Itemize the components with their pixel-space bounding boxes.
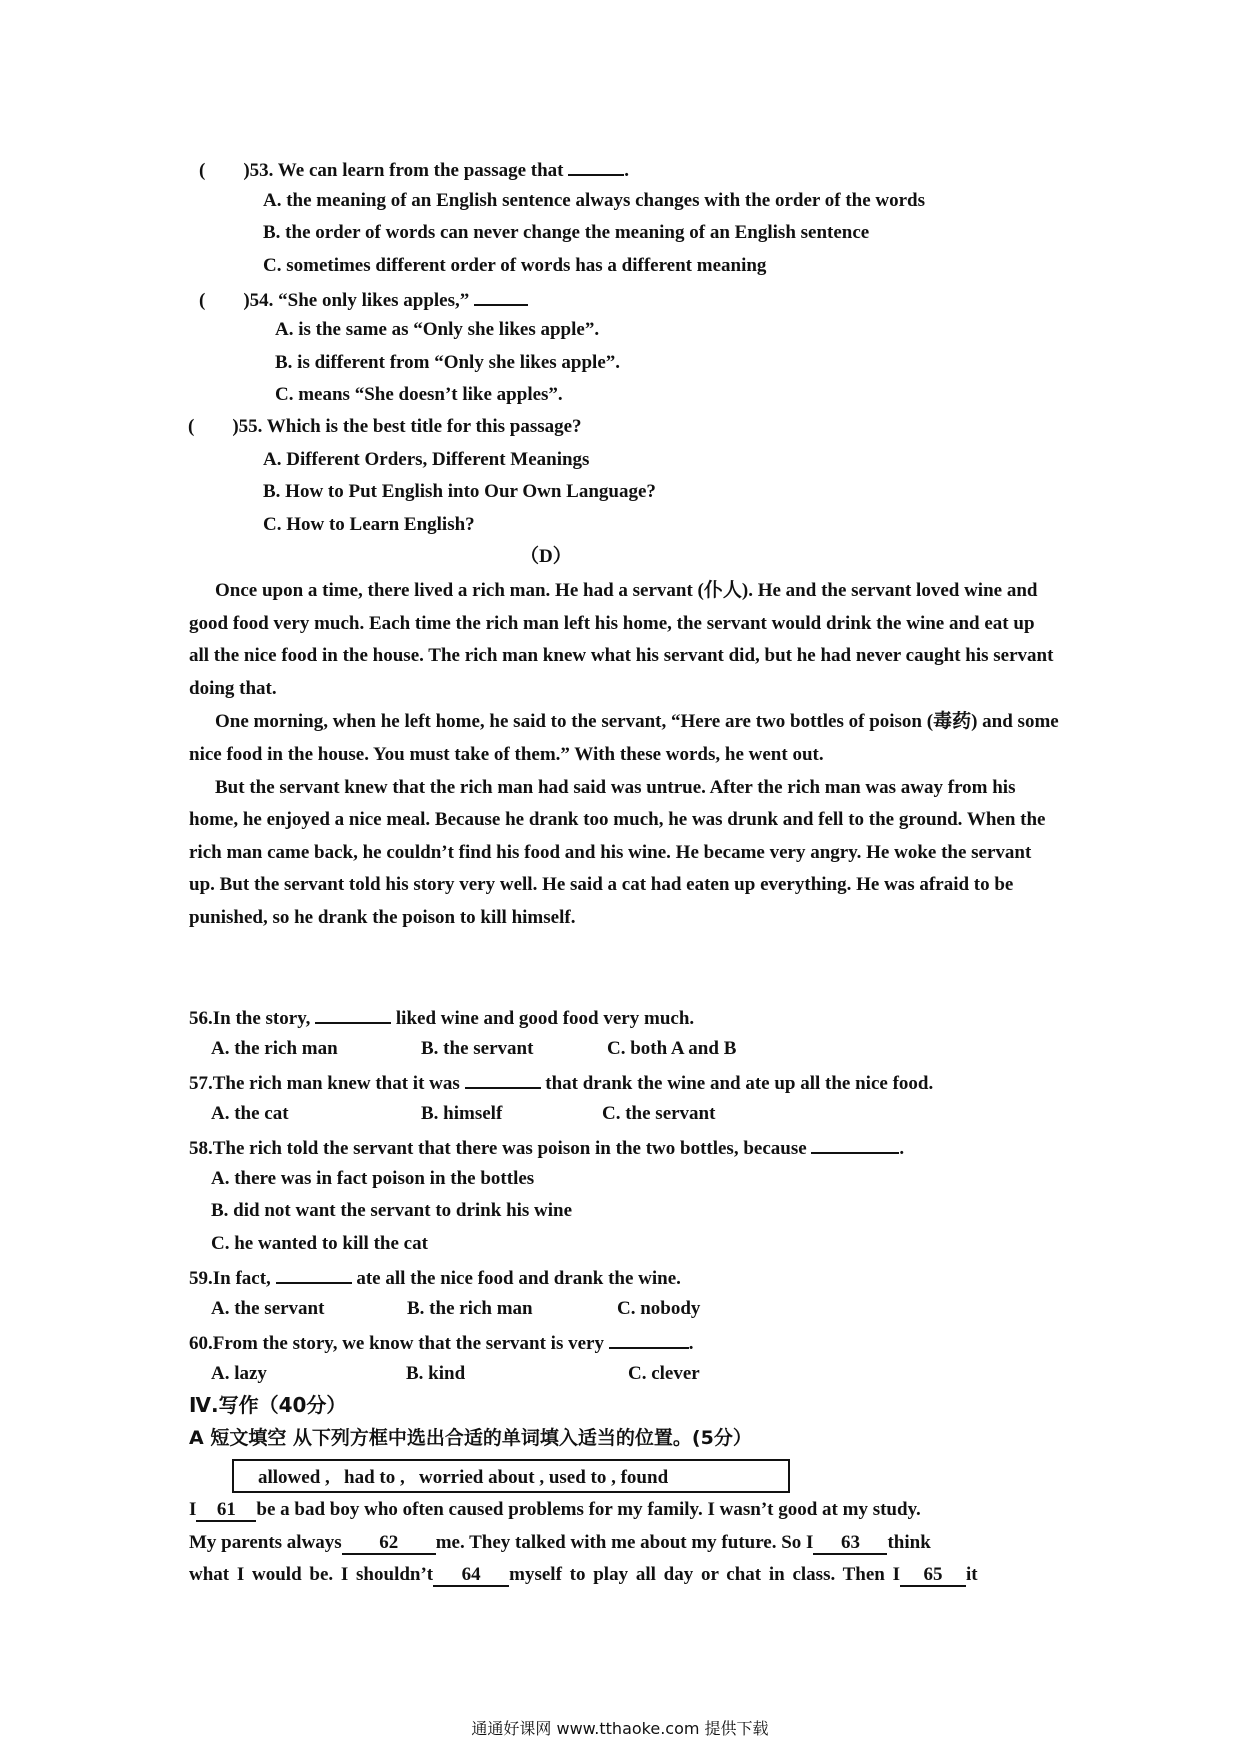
blank-64: 64 <box>433 1565 509 1587</box>
page-footer: 通通好课网 www.tthaoke.com 提供下载 <box>471 1719 769 1738</box>
answer-blank <box>811 1134 899 1154</box>
q59-stem: 59.In fact, ate all the nice food and drank the wine. <box>189 1264 681 1291</box>
q56-option-a: A. the rich man <box>211 1038 338 1059</box>
writing-heading: Ⅳ.写作（40分） <box>189 1393 347 1417</box>
q58-option-c: C. he wanted to kill the cat <box>211 1233 428 1254</box>
q56-option-b: B. the servant <box>421 1038 534 1059</box>
section-d-heading: （D） <box>520 546 572 567</box>
q57-option-c: C. the servant <box>602 1103 716 1124</box>
story-paragraph-1: Once upon a time, there lived a rich man. He had a servant (仆人). He and the servant loved wine and good food very much. Each time the rich man left his home, the servant would drink the wine and eat up all the nice food in the house. The rich man knew what his servant did, but he had never caught his servant doing that. <box>189 579 1054 699</box>
q53-stem: ( )53. We can learn from the passage that . <box>199 156 629 183</box>
answer-paren: ( <box>188 416 195 437</box>
blank-62: 62 <box>342 1533 436 1555</box>
blank-61: 61 <box>196 1500 256 1522</box>
q60-stem: 60.From the story, we know that the servant is very . <box>189 1329 693 1356</box>
q59-option-a: A. the servant <box>211 1298 325 1319</box>
writing-instructions: A 短文填空 从下列方框中选出合适的单词填入适当的位置。(5分） <box>189 1427 752 1449</box>
cloze-line-3: what I would be. I shouldn’t 64 myself to play all day or chat in class. Then I 65 it <box>189 1564 978 1585</box>
answer-paren: ( <box>199 160 206 181</box>
answer-blank <box>315 1004 391 1024</box>
blank-63: 63 <box>813 1533 887 1555</box>
answer-blank <box>568 156 624 176</box>
q58-option-a: A. there was in fact poison in the bottles <box>211 1168 535 1189</box>
answer-blank <box>474 286 528 306</box>
q54-option-b: B. is different from “Only she likes apple”. <box>275 352 621 373</box>
cloze-line-1: I 61 be a bad boy who often caused problems for my family. I wasn’t good at my study. <box>189 1499 921 1520</box>
q58-option-b: B. did not want the servant to drink his wine <box>211 1200 573 1221</box>
q54-option-c: C. means “She doesn’t like apples”. <box>275 384 563 405</box>
q56-stem: 56.In the story, liked wine and good food very much. <box>189 1004 694 1031</box>
word-choice-box: allowed , had to , worried about , used to , found <box>232 1459 790 1493</box>
q55-option-b: B. How to Put English into Our Own Language? <box>263 481 656 502</box>
story-passage <box>189 574 1059 935</box>
q56-option-c: C. both A and B <box>607 1038 737 1059</box>
q55-option-a: A. Different Orders, Different Meanings <box>263 449 590 470</box>
story-paragraph-2: One morning, when he left home, he said to the servant, “Here are two bottles of poison (毒药) and some nice food in the house. You must take of them.” With these words, he went out. <box>189 710 1059 765</box>
q54-stem: ( )54. “She only likes apples,” <box>199 286 528 313</box>
blank-65: 65 <box>900 1565 966 1587</box>
q55-option-c: C. How to Learn English? <box>263 514 475 535</box>
answer-blank <box>276 1264 352 1284</box>
story-paragraph-3: But the servant knew that the rich man had said was untrue. After the rich man was away from his home, he enjoyed a nice meal. Because he drank too much, he was drunk and fell to the ground. When the rich man came back, he couldn’t find his food and his wine. He became very angry. He woke the servant up. But the servant told his story very well. He said a cat had eaten up everything. He was afraid to be punished, so he drank the poison to kill himself. <box>189 776 1046 928</box>
q60-option-b: B. kind <box>406 1363 466 1384</box>
q59-option-c: C. nobody <box>617 1298 701 1319</box>
q53-option-c: C. sometimes different order of words has a different meaning <box>263 255 767 276</box>
answer-blank <box>609 1329 689 1349</box>
q57-stem: 57.The rich man knew that it was that drank the wine and ate up all the nice food. <box>189 1069 933 1096</box>
q57-option-b: B. himself <box>421 1103 503 1124</box>
q59-option-b: B. the rich man <box>407 1298 533 1319</box>
q58-stem: 58.The rich told the servant that there was poison in the two bottles, because . <box>189 1134 904 1161</box>
q53-option-b: B. the order of words can never change the meaning of an English sentence <box>263 222 870 243</box>
answer-blank <box>465 1069 541 1089</box>
q60-option-c: C. clever <box>628 1363 700 1384</box>
q54-option-a: A. is the same as “Only she likes apple”. <box>275 319 600 340</box>
q53-option-a: A. the meaning of an English sentence always changes with the order of the words <box>263 190 926 211</box>
cloze-line-2: My parents always 62 me. They talked with me about my future. So I 63 think <box>189 1532 931 1553</box>
q55-stem: ( )55. Which is the best title for this passage? <box>188 416 582 437</box>
q60-option-a: A. lazy <box>211 1363 267 1384</box>
q57-option-a: A. the cat <box>211 1103 289 1124</box>
answer-paren: ( <box>199 290 206 311</box>
